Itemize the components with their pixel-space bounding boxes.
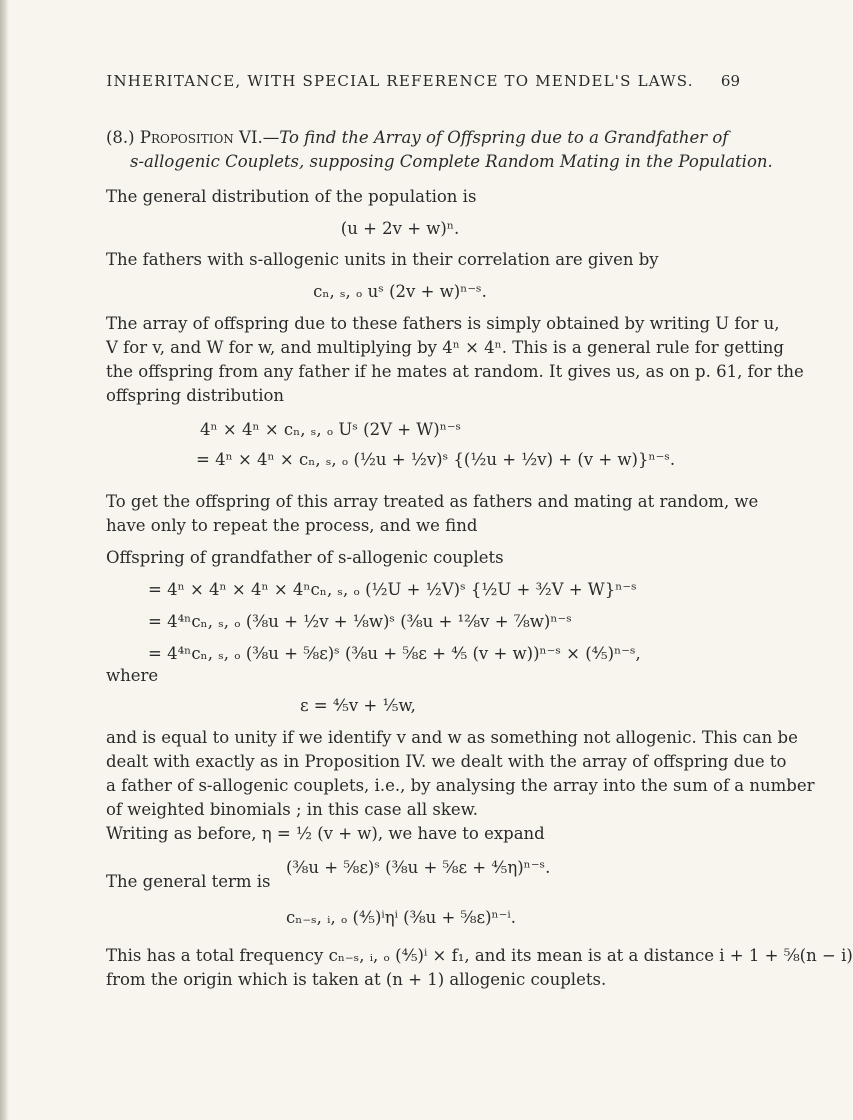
equation-general-term: cₙ₋ₛ, ᵢ, ₒ (⅘)ⁱηⁱ (³⁄₈u + ⅝ε)ⁿ⁻ⁱ. <box>286 908 516 927</box>
proposition-title-text: s-allogenic Couplets, supposing Complete Random Mating in the Population. <box>130 152 773 171</box>
paragraph-line: of weighted binomials ; in this case all skew. <box>106 800 479 819</box>
paragraph-line: The array of offspring due to these fathers is simply obtained by writing U for u, <box>106 314 780 333</box>
paragraph-line: the offspring from any father if he mates at random. It gives us, as on p. 61, for the <box>106 362 804 381</box>
equation-grandfather-a: = 4ⁿ × 4ⁿ × 4ⁿ × 4ⁿcₙ, ₛ, ₒ (½U + ½V)ˢ {½U + ³⁄₂V + W}ⁿ⁻ˢ <box>148 580 637 599</box>
paragraph-line: V for v, and W for w, and multiplying by 4ⁿ × 4ⁿ. This is a general rule for getting <box>106 338 784 357</box>
paragraph-line: offspring distribution <box>106 386 285 405</box>
paragraph-line: The fathers with s-allogenic units in their correlation are given by <box>106 250 659 269</box>
equation-general-distribution: (u + 2v + w)ⁿ. <box>340 219 460 238</box>
paragraph-line: have only to repeat the process, and we find <box>106 516 478 535</box>
equation-offspring-b: = 4ⁿ × 4ⁿ × cₙ, ₛ, ₒ (½u + ½v)ˢ {(½u + ½v) + (v + w)}ⁿ⁻ˢ. <box>196 450 676 469</box>
equation-epsilon: ε = ⅘v + ⅕w, <box>300 696 416 715</box>
where-label: where <box>106 666 159 685</box>
paragraph-line: dealt with exactly as in Proposition IV. we dealt with the array of offspring due to <box>106 752 787 771</box>
paragraph-line: and is equal to unity if we identify v and w as something not allogenic. This can be <box>106 728 798 747</box>
paragraph-line: The general distribution of the population is <box>106 187 477 206</box>
page-number: 69 <box>720 72 740 90</box>
equation-offspring-a: 4ⁿ × 4ⁿ × cₙ, ₛ, ₒ Uˢ (2V + W)ⁿ⁻ˢ <box>200 420 462 439</box>
paragraph-line: The general term is <box>106 872 271 891</box>
proposition-title-line2 <box>130 152 773 171</box>
paragraph-line: To get the offspring of this array treated as fathers and mating at random, we <box>106 492 759 511</box>
paragraph-line: This has a total frequency cₙ₋ₛ, ᵢ, ₒ (⅘)ⁱ × f₁, and its mean is at a distance i + 1 + ⅝(n − i) <box>106 946 853 965</box>
paragraph-line: Offspring of grandfather of s-allogenic couplets <box>106 548 504 567</box>
proposition-title-line1: —To find the Array of Offspring due to a Grandfather of <box>262 128 729 147</box>
running-title: INHERITANCE, WITH SPECIAL REFERENCE TO MENDEL'S LAWS. <box>106 72 694 90</box>
equation-grandfather-b: = 4⁴ⁿcₙ, ₛ, ₒ (³⁄₈u + ½v + ⅛w)ˢ (³⁄₈u + ¹²⁄₈v + ⅞w)ⁿ⁻ˢ <box>148 612 572 631</box>
equation-expand: (³⁄₈u + ⅝ε)ˢ (³⁄₈u + ⅝ε + ⅘η)ⁿ⁻ˢ. <box>286 858 551 877</box>
proposition-heading <box>106 128 746 147</box>
proposition-number: (8.) <box>106 128 135 147</box>
equation-fathers: cₙ, ₛ, ₒ uˢ (2v + w)ⁿ⁻ˢ. <box>313 282 487 301</box>
equation-grandfather-c: = 4⁴ⁿcₙ, ₛ, ₒ (³⁄₈u + ⅝ε)ˢ (³⁄₈u + ⅝ε + ⅘ (v + w))ⁿ⁻ˢ × (⅘)ⁿ⁻ˢ, <box>148 644 641 663</box>
running-header <box>0 72 800 98</box>
paragraph-line: from the origin which is taken at (n + 1) allogenic couplets. <box>106 970 607 989</box>
proposition-label: Proposition VI. <box>139 128 263 147</box>
paragraph-line: Writing as before, η = ½ (v + w), we have to expand <box>106 824 545 843</box>
paragraph-line: a father of s-allogenic couplets, i.e., by analysing the array into the sum of a number <box>106 776 815 795</box>
